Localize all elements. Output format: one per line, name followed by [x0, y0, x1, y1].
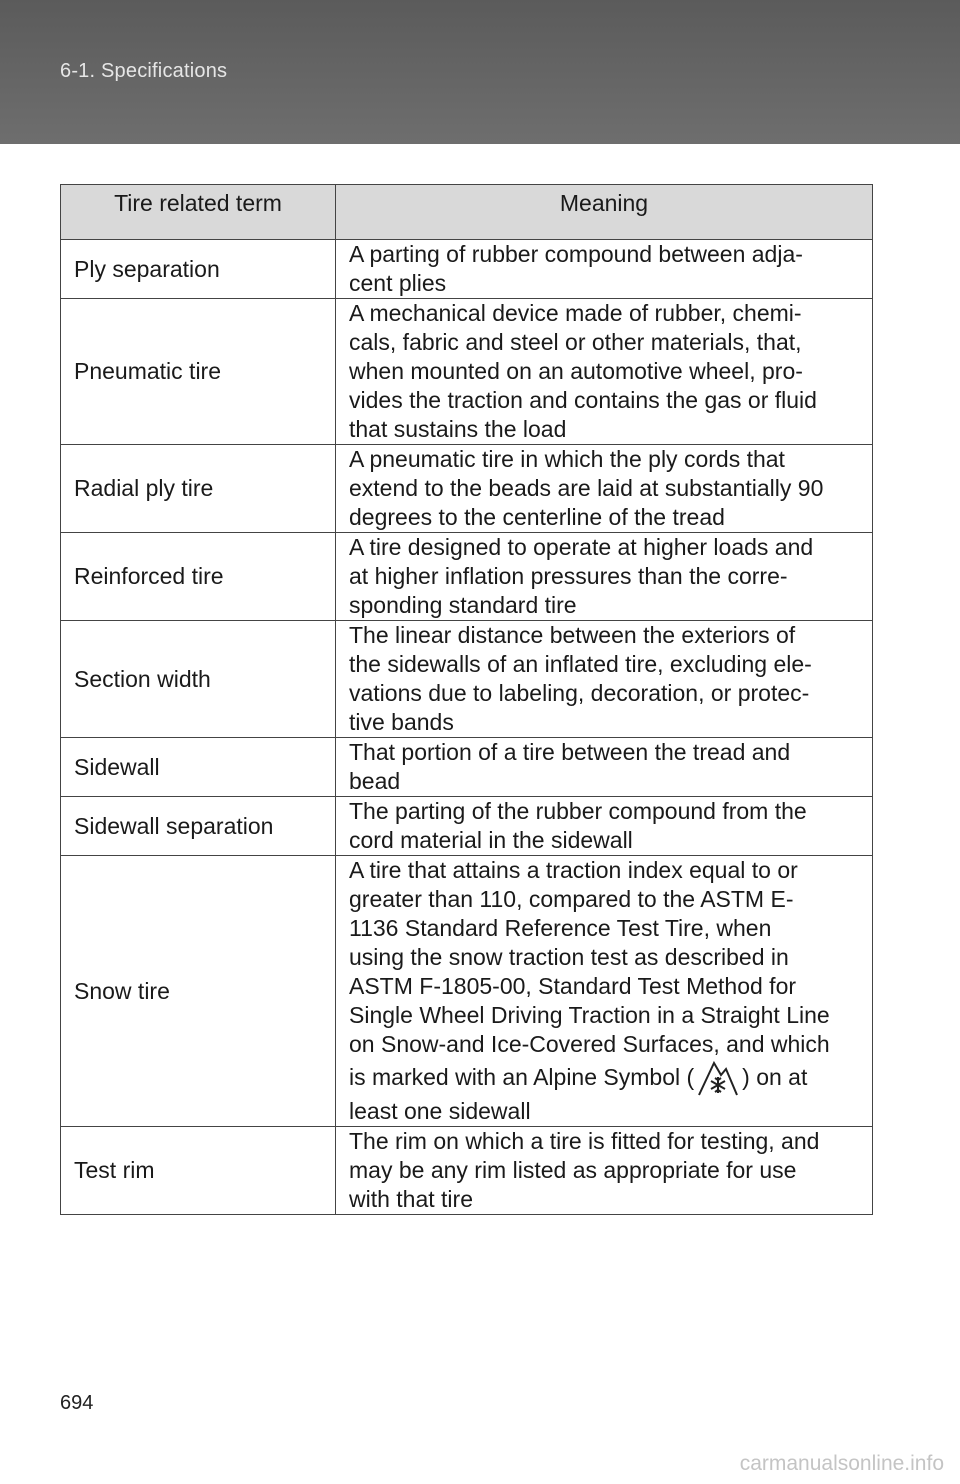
term-cell: Snow tire	[61, 856, 336, 1127]
meaning-cell	[336, 621, 873, 738]
column-header-meaning: Meaning	[336, 185, 873, 240]
meaning-line: Single Wheel Driving Traction in a Straight Line	[349, 1002, 830, 1028]
meaning-cell	[336, 240, 873, 299]
page-header	[0, 0, 960, 144]
meaning-line: cent plies	[349, 270, 447, 296]
section-title: 6-1. Specifications	[60, 60, 228, 82]
meaning-line: A pneumatic tire in which the ply cords that	[349, 446, 785, 472]
meaning-line: the sidewalls of an inflated tire, excluding ele-	[349, 651, 812, 677]
meaning-line: degrees to the centerline of the tread	[349, 504, 725, 530]
column-header-term: Tire related term	[61, 185, 336, 240]
meaning-cell	[336, 533, 873, 621]
meaning-line: using the snow traction test as described in	[349, 944, 789, 970]
page-number: 694	[60, 1392, 94, 1414]
table-row	[61, 1127, 873, 1215]
watermark: carmanualsonline.info	[739, 1452, 944, 1475]
meaning-line: greater than 110, compared to the ASTM E-	[349, 886, 794, 912]
table-row	[61, 797, 873, 856]
meaning-cell	[336, 445, 873, 533]
term-cell: Reinforced tire	[61, 533, 336, 621]
meaning-line: on Snow-and Ice-Covered Surfaces, and which	[349, 1031, 830, 1057]
meaning-line: that sustains the load	[349, 416, 567, 442]
term-cell: Section width	[61, 621, 336, 738]
meaning-line: extend to the beads are laid at substantially 90	[349, 475, 824, 501]
meaning-line: least one sidewall	[349, 1098, 531, 1124]
meaning-line: The rim on which a tire is fitted for testing, and	[349, 1128, 820, 1154]
meaning-line: may be any rim listed as appropriate for use	[349, 1157, 797, 1183]
meaning-line: The linear distance between the exteriors of	[349, 622, 796, 648]
table-row	[61, 856, 873, 1127]
term-cell: Radial ply tire	[61, 445, 336, 533]
meaning-line: cord material in the sidewall	[349, 827, 633, 853]
meaning-line: A parting of rubber compound between adja-	[349, 241, 803, 267]
table-row	[61, 533, 873, 621]
meaning-line: cals, fabric and steel or other materials, that,	[349, 329, 802, 355]
meaning-line: The parting of the rubber compound from the	[349, 798, 807, 824]
table-row	[61, 299, 873, 445]
meaning-line: with that tire	[349, 1186, 473, 1212]
table-row	[61, 738, 873, 797]
meaning-line-with-symbol	[349, 1059, 859, 1097]
meaning-cell	[336, 738, 873, 797]
meaning-line: That portion of a tire between the tread and	[349, 739, 791, 765]
meaning-line: at higher inflation pressures than the corre-	[349, 563, 788, 589]
meaning-line: sponding standard tire	[349, 592, 577, 618]
table-row	[61, 621, 873, 738]
tire-terms-table	[60, 184, 873, 1215]
meaning-line: A tire that attains a traction index equal to or	[349, 857, 798, 883]
meaning-line: vations due to labeling, decoration, or protec-	[349, 680, 810, 706]
meaning-line: A mechanical device made of rubber, chemi-	[349, 300, 802, 326]
meaning-line: bead	[349, 768, 401, 794]
term-cell: Sidewall separation	[61, 797, 336, 856]
meaning-line: 1136 Standard Reference Test Tire, when	[349, 915, 772, 941]
meaning-line: vides the traction and contains the gas or fluid	[349, 387, 817, 413]
term-cell: Ply separation	[61, 240, 336, 299]
meaning-cell	[336, 1127, 873, 1215]
meaning-line: ASTM F-1805-00, Standard Test Method for	[349, 973, 797, 999]
meaning-cell	[336, 797, 873, 856]
table-row	[61, 240, 873, 299]
table-header-row	[61, 185, 873, 240]
meaning-cell	[336, 856, 873, 1127]
term-cell: Pneumatic tire	[61, 299, 336, 445]
meaning-line: when mounted on an automotive wheel, pro-	[349, 358, 803, 384]
meaning-cell	[336, 299, 873, 445]
table-row	[61, 445, 873, 533]
meaning-line: A tire designed to operate at higher loads and	[349, 534, 814, 560]
symbol-after-text: ) on at	[742, 1064, 808, 1090]
symbol-before-text: is marked with an Alpine Symbol (	[349, 1064, 695, 1090]
term-cell: Sidewall	[61, 738, 336, 797]
alpine-snowflake-icon	[696, 1059, 740, 1097]
meaning-line: tive bands	[349, 709, 454, 735]
term-cell: Test rim	[61, 1127, 336, 1215]
